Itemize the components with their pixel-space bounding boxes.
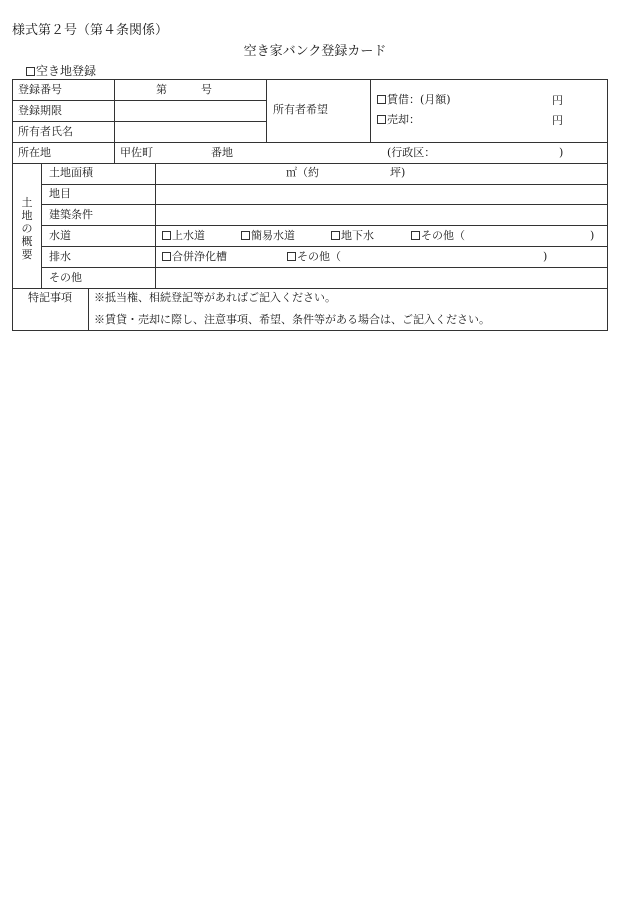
sale-checkbox[interactable] [377, 115, 386, 124]
owner-name-label: 所有者氏名 [18, 125, 73, 138]
reg-number-label: 登録番号 [18, 83, 62, 96]
drainage-option-2[interactable]: その他（ [287, 251, 341, 263]
drainage-close: ) [543, 250, 548, 263]
reg-number-go: 号 [201, 83, 212, 96]
overview-label: 土地の概要 [21, 196, 33, 261]
form-number: 様式第２号（第４条関係） [12, 23, 169, 38]
reg-period-label: 登録期限 [18, 104, 62, 117]
water-checkbox-3[interactable] [331, 231, 340, 240]
vacant-land-checkbox[interactable] [26, 67, 35, 76]
reg-number-dai: 第 [156, 83, 167, 96]
lease-unit: 円 [552, 94, 563, 107]
water-close: ) [590, 229, 595, 242]
sale-option[interactable] [377, 114, 420, 126]
area-label: 土地面積 [49, 166, 93, 179]
water-option-1[interactable]: 上水道 [162, 230, 205, 242]
page-title: 空き家バンク登録カード [243, 44, 387, 59]
lease-label: 賃借：(月額) [387, 93, 451, 106]
area-unit: ㎡（約 [286, 166, 319, 179]
building-conditions-label: 建築条件 [49, 208, 93, 221]
water-label: 水道 [49, 229, 71, 242]
water-checkbox-2[interactable] [241, 231, 250, 240]
drainage-checkbox-1[interactable] [162, 252, 171, 261]
water-checkbox-4[interactable] [411, 231, 420, 240]
land-category-label: 地目 [49, 187, 71, 200]
water-option-2[interactable]: 簡易水道 [241, 230, 295, 242]
district-label: (行政区： [387, 146, 436, 159]
special-notes-label: 特記事項 [28, 291, 72, 304]
banchi-label: 番地 [211, 146, 233, 159]
lease-option[interactable] [377, 94, 451, 106]
special-note-1: ※抵当権、相続登記等があればご記入ください。 [94, 291, 336, 304]
drainage-label: 排水 [49, 250, 71, 263]
water-option-3[interactable]: 地下水 [331, 230, 374, 242]
location-label: 所在地 [18, 146, 51, 159]
drainage-checkbox-2[interactable] [287, 252, 296, 261]
vacant-land-checkbox-row[interactable] [26, 62, 96, 79]
registration-table [12, 79, 608, 331]
drainage-option-1[interactable]: 合併浄化槽 [162, 251, 227, 263]
special-note-2: ※賃貸・売却に際し、注意事項、希望、条件等がある場合は、ご記入ください。 [94, 313, 490, 326]
water-checkbox-1[interactable] [162, 231, 171, 240]
town-name: 甲佐町 [120, 146, 153, 159]
sale-unit: 円 [552, 114, 563, 127]
water-option-4[interactable]: その他（ [411, 230, 465, 242]
tsubo-label: 坪) [390, 166, 406, 179]
sale-label: 売却： [387, 113, 420, 126]
lease-checkbox[interactable] [377, 95, 386, 104]
other-label: その他 [49, 271, 82, 284]
owner-wish-label: 所有者希望 [273, 103, 328, 116]
vacant-land-label: 空き地登録 [36, 64, 97, 78]
district-close: ) [559, 146, 564, 159]
